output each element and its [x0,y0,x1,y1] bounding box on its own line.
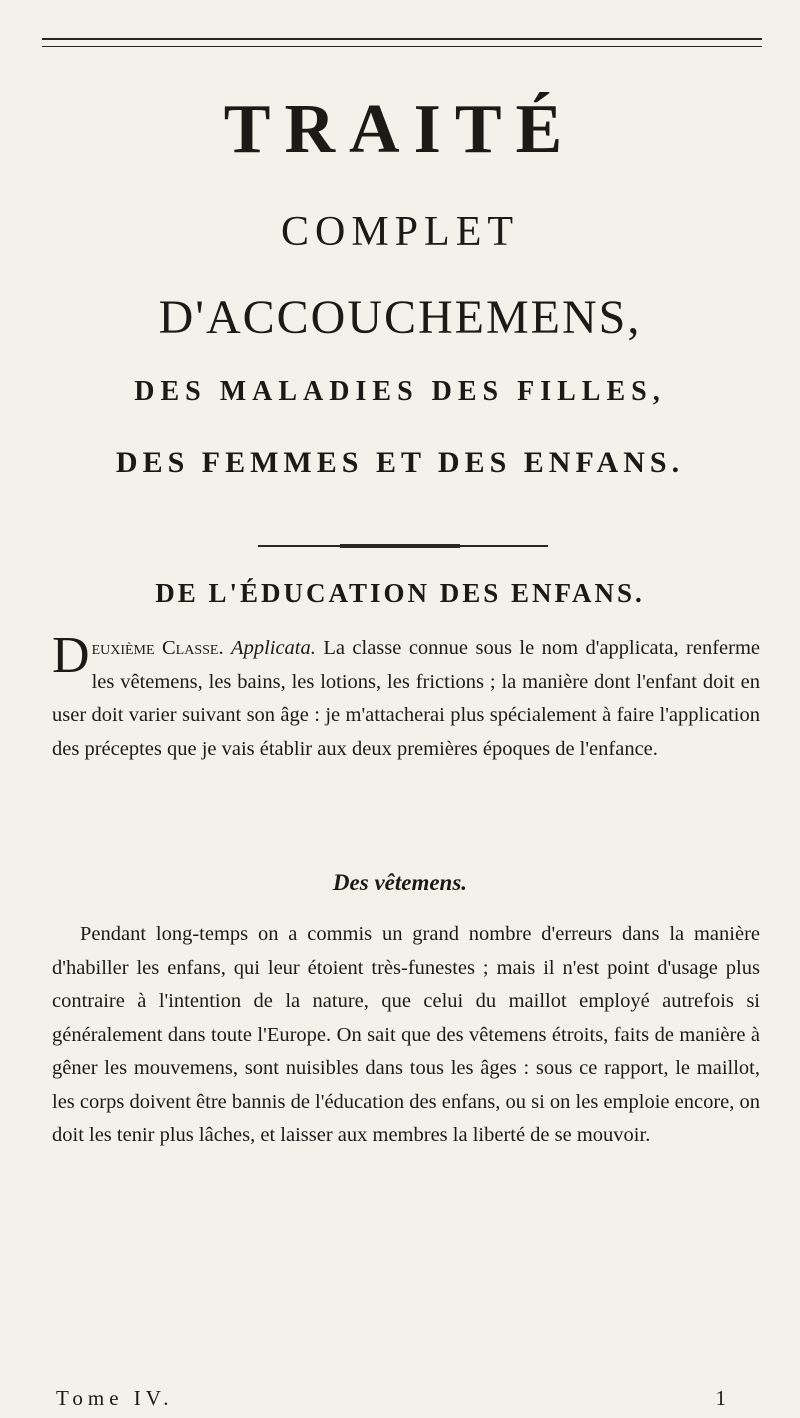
top-rule [42,38,762,40]
page-title: TRAITÉ [223,91,577,168]
paragraph-vetemens: Pendant long-temps on a commis un grand nombre d'erreurs dans la manière d'habiller les enfans, qui leur étoient très-funestes ; mais il n'est point d'usage plus contraire à l'intention de la nature, que celui du maillot employé autrefois si généralement dans toute l'Europe. On sait que des vêtemens étroits, faits de manière à gêner les mouvemens, sont nuisibles dans tous les âges : sous ce rapport, le maillot, les corps doivent être bannis de l'éducation des enfans, ou si on les emploie encore, on doit les tenir plus lâches, et laisser aux membres la liberté de se mouvoir. [52,923,760,1146]
title-line-accouchemens: D'ACCOUCHEMENS, [158,291,642,344]
title-line-femmes: DES FEMMES ET DES ENFANS. [115,446,685,479]
page-footer [56,1386,756,1411]
lead-italic: Applicata. [231,637,316,659]
drop-cap: D [52,627,90,684]
ornament-rule-center [340,544,460,548]
signature-mark: 1 [715,1386,726,1410]
paragraph-applicata [52,627,760,766]
top-rule-thin [42,46,762,47]
page-subtitle: COMPLET [280,209,519,255]
title-line-filles: DES MALADIES DES FILLES, [134,376,666,407]
section-heading: DE L'ÉDUCATION DES ENFANS. [155,578,645,608]
subheading-vetemens: Des vêtemens. [332,870,468,895]
paragraph-text: La classe connue sous le nom d'applicata, renferme les vêtemens, les bains, les lotions, les frictions ; la manière dont l'enfant doit en user doit varier suivant son âge : je m'attacherai plus spécialement à faire l'application des préceptes que je vais établir aux deux premières époques de l'enfance. [52,637,760,760]
tome-label: Tome IV. [56,1386,174,1410]
lead-smallcaps: euxième Classe. [91,637,224,659]
